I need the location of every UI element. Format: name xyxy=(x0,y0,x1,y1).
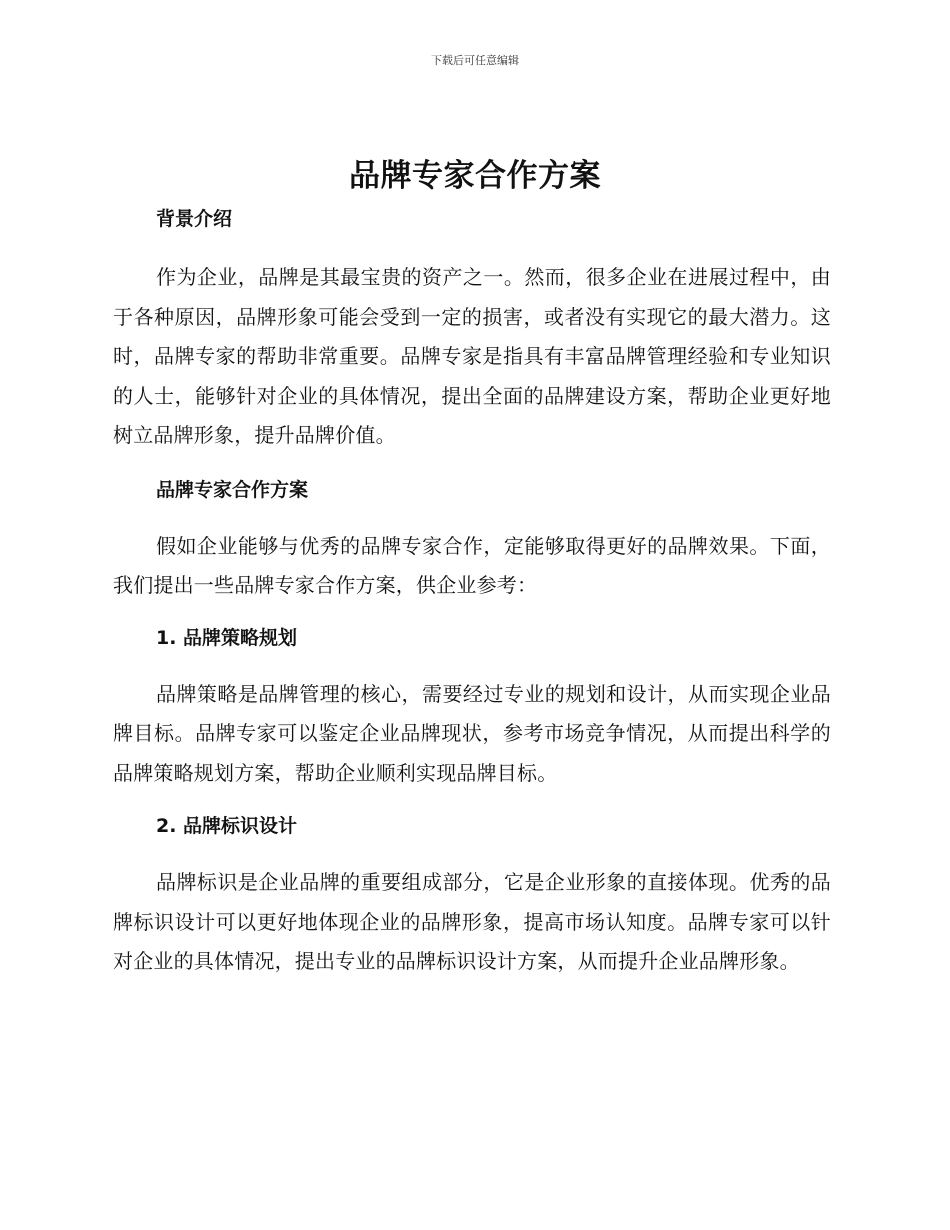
section-paragraph-brand-identity: 品牌标识是企业品牌的重要组成部分，它是企业形象的直接体现。优秀的品牌标识设计可以更好地体现企业的品牌形象，提高市场认知度。品牌专家可以针对企业的具体情况，提出专业的品牌标识设计方案，从而提升企业品牌形象。 xyxy=(113,870,831,973)
section-heading-background: 背景介绍 xyxy=(156,208,233,230)
document-body xyxy=(113,202,831,982)
section-heading-brand-identity: 2. 品牌标识设计 xyxy=(156,815,298,837)
section-paragraph-cooperation-plan: 假如企业能够与优秀的品牌专家合作，定能够取得更好的品牌效果。下面，我们提出一些品牌专家合作方案，供企业参考： xyxy=(113,533,831,597)
section-paragraph-background: 作为企业，品牌是其最宝贵的资产之一。然而，很多企业在进展过程中，由于各种原因，品牌形象可能会受到一定的损害，或者没有实现它的最大潜力。这时，品牌专家的帮助非常重要。品牌专家是指具有丰富品牌管理经验和专业知识的人士，能够针对企业的具体情况，提出全面的品牌建设方案，帮助企业更好地树立品牌形象，提升品牌价值。 xyxy=(113,265,831,447)
document-title: 品牌专家合作方案 xyxy=(349,158,601,194)
section-heading-brand-strategy: 1. 品牌策略规划 xyxy=(156,626,298,649)
section-heading-cooperation-plan: 品牌专家合作方案 xyxy=(156,478,309,501)
section-paragraph-brand-strategy: 品牌策略是品牌管理的核心，需要经过专业的规划和设计，从而实现企业品牌目标。品牌专家可以鉴定企业品牌现状，参考市场竞争情况，从而提出科学的品牌策略规划方案，帮助企业顺利实现品牌目标。 xyxy=(113,681,831,785)
page-header-note: 下载后可任意编辑 xyxy=(431,54,519,67)
